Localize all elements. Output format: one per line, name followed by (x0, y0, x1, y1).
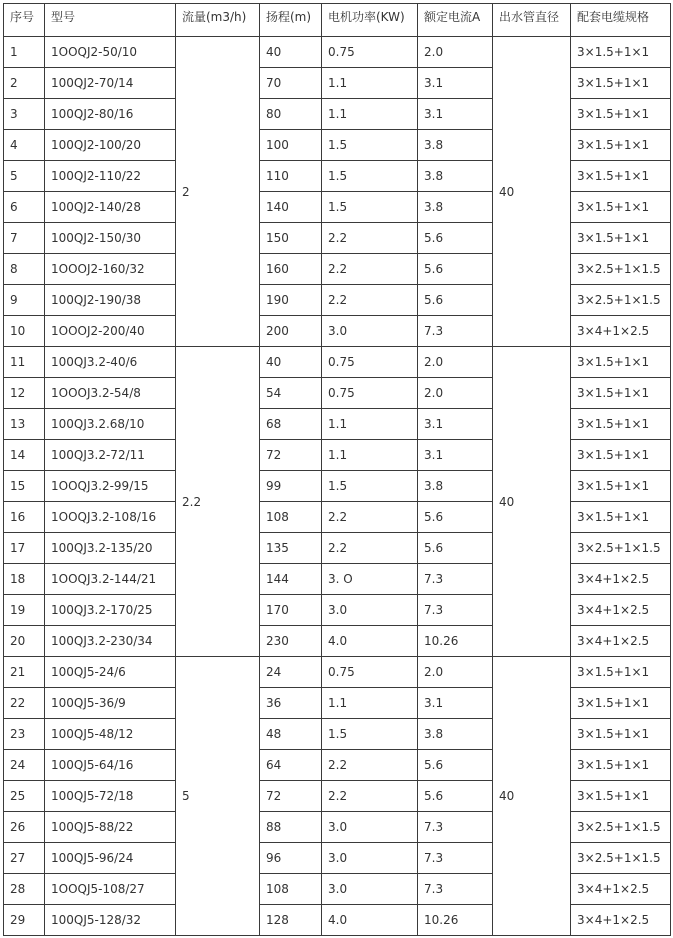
cell-current: 3.8 (418, 719, 493, 750)
header-no: 序号 (4, 4, 45, 37)
cell-current: 3.8 (418, 130, 493, 161)
cell-flow: 5 (176, 657, 260, 936)
cell-cable: 3×4+1×2.5 (571, 595, 671, 626)
table-row (4, 502, 671, 533)
cell-head: 150 (260, 223, 322, 254)
table-body (4, 37, 671, 936)
cell-cable: 3×1.5+1×1 (571, 223, 671, 254)
header-head: 扬程(m) (260, 4, 322, 37)
cell-pipe-diameter: 40 (493, 37, 571, 347)
cell-power: 2.2 (322, 285, 418, 316)
cell-model: 100QJ2-190/38 (45, 285, 176, 316)
cell-no: 13 (4, 409, 45, 440)
cell-head: 170 (260, 595, 322, 626)
cell-head: 108 (260, 874, 322, 905)
table-row (4, 595, 671, 626)
cell-current: 7.3 (418, 564, 493, 595)
table-row (4, 99, 671, 130)
cell-current: 2.0 (418, 378, 493, 409)
cell-model: 100QJ2-140/28 (45, 192, 176, 223)
cell-power: 1.5 (322, 719, 418, 750)
cell-no: 15 (4, 471, 45, 502)
cell-head: 54 (260, 378, 322, 409)
cell-model: 100QJ5-128/32 (45, 905, 176, 936)
table-row (4, 843, 671, 874)
table-row (4, 719, 671, 750)
cell-power: 4.0 (322, 626, 418, 657)
table-row (4, 223, 671, 254)
cell-model: 1OOOJ2-160/32 (45, 254, 176, 285)
header-row (4, 4, 671, 37)
table-row (4, 533, 671, 564)
cell-current: 5.6 (418, 254, 493, 285)
cell-power: 2.2 (322, 750, 418, 781)
cell-current: 7.3 (418, 812, 493, 843)
cell-head: 110 (260, 161, 322, 192)
cell-cable: 3×1.5+1×1 (571, 161, 671, 192)
cell-model: 100QJ2-80/16 (45, 99, 176, 130)
table-header (4, 4, 671, 37)
table-row (4, 192, 671, 223)
table-row (4, 68, 671, 99)
cell-head: 96 (260, 843, 322, 874)
cell-power: 3.0 (322, 595, 418, 626)
cell-current: 7.3 (418, 316, 493, 347)
cell-cable: 3×2.5+1×1.5 (571, 254, 671, 285)
cell-current: 3.1 (418, 688, 493, 719)
cell-model: 1OOQJ3.2-108/16 (45, 502, 176, 533)
cell-model: 100QJ5-88/22 (45, 812, 176, 843)
cell-no: 17 (4, 533, 45, 564)
cell-current: 3.8 (418, 161, 493, 192)
cell-cable: 3×2.5+1×1.5 (571, 533, 671, 564)
cell-no: 4 (4, 130, 45, 161)
cell-current: 7.3 (418, 843, 493, 874)
cell-no: 24 (4, 750, 45, 781)
cell-model: 100QJ3.2-170/25 (45, 595, 176, 626)
cell-model: 1OOQJ2-50/10 (45, 37, 176, 68)
cell-head: 100 (260, 130, 322, 161)
table-row (4, 471, 671, 502)
cell-no: 6 (4, 192, 45, 223)
cell-current: 5.6 (418, 223, 493, 254)
cell-no: 19 (4, 595, 45, 626)
cell-cable: 3×1.5+1×1 (571, 347, 671, 378)
cell-model: 100QJ5-96/24 (45, 843, 176, 874)
table-row (4, 781, 671, 812)
cell-model: 100QJ5-72/18 (45, 781, 176, 812)
table-row (4, 626, 671, 657)
cell-cable: 3×1.5+1×1 (571, 130, 671, 161)
cell-head: 40 (260, 37, 322, 68)
cell-power: 1.1 (322, 688, 418, 719)
cell-current: 10.26 (418, 905, 493, 936)
header-flow: 流量(m3/h) (176, 4, 260, 37)
table-row (4, 657, 671, 688)
table-row (4, 378, 671, 409)
cell-power: 1.1 (322, 99, 418, 130)
table-row (4, 161, 671, 192)
cell-power: 1.1 (322, 409, 418, 440)
cell-power: 3.0 (322, 316, 418, 347)
cell-no: 20 (4, 626, 45, 657)
cell-no: 2 (4, 68, 45, 99)
cell-cable: 3×1.5+1×1 (571, 68, 671, 99)
cell-head: 36 (260, 688, 322, 719)
cell-head: 88 (260, 812, 322, 843)
cell-head: 80 (260, 99, 322, 130)
cell-pipe-diameter: 40 (493, 347, 571, 657)
cell-head: 230 (260, 626, 322, 657)
cell-cable: 3×4+1×2.5 (571, 626, 671, 657)
cell-head: 72 (260, 440, 322, 471)
cell-power: 0.75 (322, 657, 418, 688)
cell-cable: 3×2.5+1×1.5 (571, 285, 671, 316)
cell-current: 5.6 (418, 781, 493, 812)
cell-no: 8 (4, 254, 45, 285)
cell-current: 7.3 (418, 595, 493, 626)
cell-cable: 3×1.5+1×1 (571, 719, 671, 750)
cell-current: 3.1 (418, 409, 493, 440)
cell-no: 3 (4, 99, 45, 130)
cell-power: 2.2 (322, 533, 418, 564)
cell-power: 1.5 (322, 130, 418, 161)
cell-model: 1OOQJ5-108/27 (45, 874, 176, 905)
cell-model: 100QJ5-64/16 (45, 750, 176, 781)
cell-current: 5.6 (418, 285, 493, 316)
cell-no: 16 (4, 502, 45, 533)
cell-no: 12 (4, 378, 45, 409)
table-row (4, 254, 671, 285)
cell-model: 1OOOJ2-200/40 (45, 316, 176, 347)
cell-no: 7 (4, 223, 45, 254)
cell-head: 135 (260, 533, 322, 564)
cell-head: 128 (260, 905, 322, 936)
cell-no: 1 (4, 37, 45, 68)
cell-power: 0.75 (322, 37, 418, 68)
cell-model: 1OOQJ3.2-144/21 (45, 564, 176, 595)
cell-power: 0.75 (322, 378, 418, 409)
cell-model: 100QJ2-70/14 (45, 68, 176, 99)
cell-power: 1.5 (322, 192, 418, 223)
cell-no: 26 (4, 812, 45, 843)
cell-power: 3.0 (322, 812, 418, 843)
cell-cable: 3×1.5+1×1 (571, 750, 671, 781)
cell-cable: 3×1.5+1×1 (571, 502, 671, 533)
cell-model: 1OOQJ3.2-99/15 (45, 471, 176, 502)
cell-model: 100QJ3.2-40/6 (45, 347, 176, 378)
cell-model: 100QJ2-150/30 (45, 223, 176, 254)
cell-head: 140 (260, 192, 322, 223)
cell-model: 100QJ2-110/22 (45, 161, 176, 192)
cell-power: 3.0 (322, 843, 418, 874)
cell-power: 2.2 (322, 223, 418, 254)
cell-no: 22 (4, 688, 45, 719)
header-power: 电机功率(KW) (322, 4, 418, 37)
cell-cable: 3×1.5+1×1 (571, 99, 671, 130)
cell-no: 18 (4, 564, 45, 595)
cell-current: 3.1 (418, 68, 493, 99)
table-row (4, 812, 671, 843)
cell-no: 29 (4, 905, 45, 936)
table-row (4, 316, 671, 347)
cell-head: 40 (260, 347, 322, 378)
cell-no: 25 (4, 781, 45, 812)
cell-head: 99 (260, 471, 322, 502)
cell-head: 68 (260, 409, 322, 440)
cell-model: 100QJ3.2-230/34 (45, 626, 176, 657)
header-model: 型号 (45, 4, 176, 37)
cell-head: 70 (260, 68, 322, 99)
cell-current: 3.1 (418, 99, 493, 130)
cell-head: 190 (260, 285, 322, 316)
cell-no: 27 (4, 843, 45, 874)
table-row (4, 688, 671, 719)
cell-head: 24 (260, 657, 322, 688)
table-row (4, 874, 671, 905)
pump-spec-table (3, 3, 671, 936)
cell-current: 5.6 (418, 502, 493, 533)
cell-cable: 3×1.5+1×1 (571, 688, 671, 719)
cell-current: 2.0 (418, 657, 493, 688)
cell-head: 108 (260, 502, 322, 533)
header-current: 额定电流A (418, 4, 493, 37)
cell-power: 3.0 (322, 874, 418, 905)
cell-power: 3. O (322, 564, 418, 595)
cell-head: 160 (260, 254, 322, 285)
cell-no: 21 (4, 657, 45, 688)
cell-power: 2.2 (322, 254, 418, 285)
cell-head: 200 (260, 316, 322, 347)
cell-power: 4.0 (322, 905, 418, 936)
cell-current: 5.6 (418, 533, 493, 564)
cell-no: 10 (4, 316, 45, 347)
cell-pipe-diameter: 40 (493, 657, 571, 936)
cell-no: 11 (4, 347, 45, 378)
table-row (4, 905, 671, 936)
cell-no: 5 (4, 161, 45, 192)
header-pipe-diameter: 出水管直径 (493, 4, 571, 37)
cell-current: 3.8 (418, 192, 493, 223)
cell-cable: 3×4+1×2.5 (571, 874, 671, 905)
table-row (4, 409, 671, 440)
cell-cable: 3×2.5+1×1.5 (571, 843, 671, 874)
cell-power: 1.1 (322, 440, 418, 471)
cell-no: 14 (4, 440, 45, 471)
header-cable-spec: 配套电缆规格 (571, 4, 671, 37)
cell-cable: 3×4+1×2.5 (571, 564, 671, 595)
table-row (4, 37, 671, 68)
cell-flow: 2 (176, 37, 260, 347)
cell-current: 2.0 (418, 347, 493, 378)
table-row (4, 285, 671, 316)
table-row (4, 347, 671, 378)
cell-power: 2.2 (322, 502, 418, 533)
cell-model: 100QJ5-48/12 (45, 719, 176, 750)
table-row (4, 440, 671, 471)
cell-model: 100QJ3.2-72/11 (45, 440, 176, 471)
cell-head: 48 (260, 719, 322, 750)
cell-model: 100QJ2-100/20 (45, 130, 176, 161)
cell-cable: 3×1.5+1×1 (571, 657, 671, 688)
cell-no: 23 (4, 719, 45, 750)
cell-cable: 3×4+1×2.5 (571, 316, 671, 347)
cell-power: 2.2 (322, 781, 418, 812)
cell-current: 10.26 (418, 626, 493, 657)
cell-head: 144 (260, 564, 322, 595)
cell-cable: 3×1.5+1×1 (571, 781, 671, 812)
cell-cable: 3×1.5+1×1 (571, 471, 671, 502)
cell-flow: 2.2 (176, 347, 260, 657)
cell-cable: 3×2.5+1×1.5 (571, 812, 671, 843)
cell-power: 1.1 (322, 68, 418, 99)
table-row (4, 130, 671, 161)
table-row (4, 564, 671, 595)
cell-no: 9 (4, 285, 45, 316)
cell-cable: 3×4+1×2.5 (571, 905, 671, 936)
cell-model: 100QJ5-36/9 (45, 688, 176, 719)
cell-current: 3.1 (418, 440, 493, 471)
cell-power: 1.5 (322, 161, 418, 192)
cell-model: 100QJ3.2.68/10 (45, 409, 176, 440)
cell-model: 100QJ5-24/6 (45, 657, 176, 688)
cell-no: 28 (4, 874, 45, 905)
cell-cable: 3×1.5+1×1 (571, 409, 671, 440)
cell-power: 0.75 (322, 347, 418, 378)
cell-head: 64 (260, 750, 322, 781)
cell-current: 2.0 (418, 37, 493, 68)
cell-current: 5.6 (418, 750, 493, 781)
cell-cable: 3×1.5+1×1 (571, 440, 671, 471)
cell-model: 1OOOJ3.2-54/8 (45, 378, 176, 409)
cell-cable: 3×1.5+1×1 (571, 378, 671, 409)
cell-current: 7.3 (418, 874, 493, 905)
cell-power: 1.5 (322, 471, 418, 502)
table-row (4, 750, 671, 781)
cell-cable: 3×1.5+1×1 (571, 192, 671, 223)
cell-current: 3.8 (418, 471, 493, 502)
cell-cable: 3×1.5+1×1 (571, 37, 671, 68)
cell-head: 72 (260, 781, 322, 812)
cell-model: 100QJ3.2-135/20 (45, 533, 176, 564)
